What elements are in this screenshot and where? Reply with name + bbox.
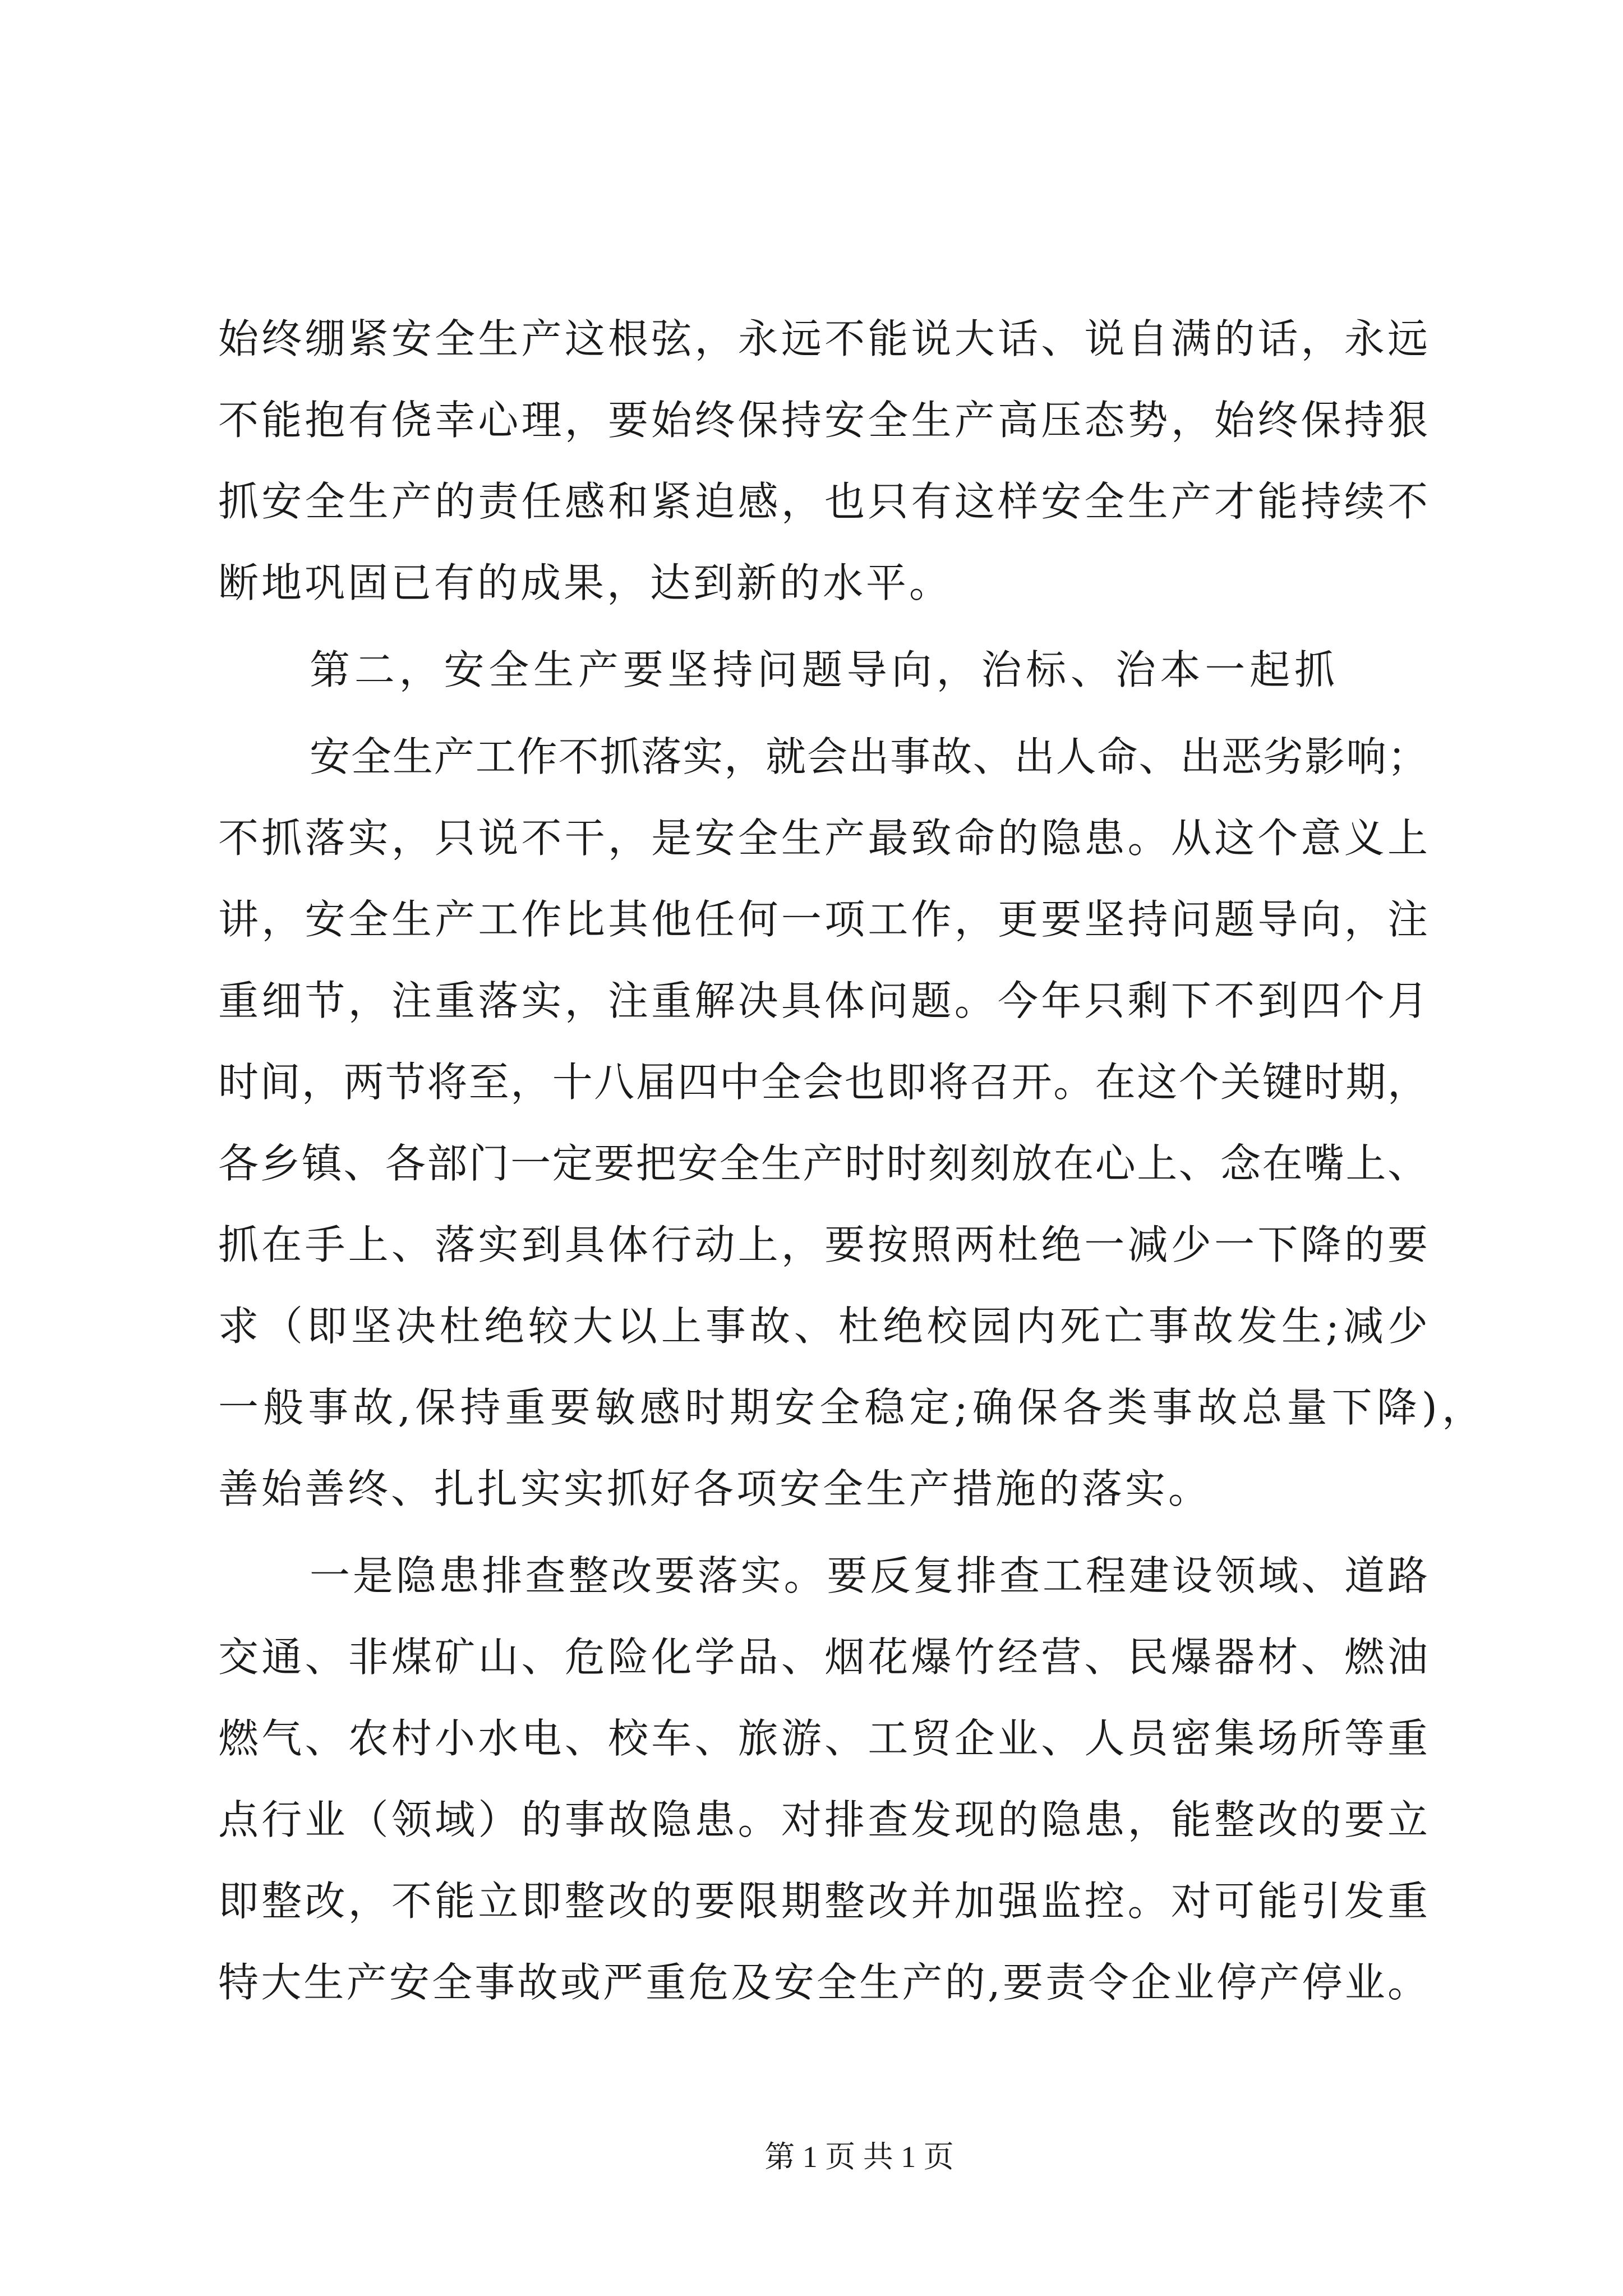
text-line: 点行业（领域）的事故隐患。对排查发现的隐患，能整改的要立 (218, 1796, 1428, 1843)
paragraph (218, 716, 1482, 1530)
text-line: 即整改，不能立即整改的要限期整改并加强监控。对可能引发重 (218, 1878, 1428, 1925)
page-footer (635, 2137, 1083, 2177)
text-line: 始终绷紧安全生产这根弦，永远不能说大话、说自满的话，永远 (218, 315, 1428, 362)
text-line: 抓安全生产的责任感和紧迫感，也只有这样安全生产才能持续不 (218, 478, 1428, 525)
text-line: 不能抱有侥幸心理，要始终保持安全生产高压态势，始终保持狠 (218, 397, 1428, 444)
section-heading-paragraph (218, 629, 1428, 711)
paragraph (218, 298, 1428, 624)
document-body (218, 298, 1482, 2023)
text-line: 一般事故,保持重要敏感时期安全稳定;确保各类事故总量下降)， (218, 1384, 1482, 1431)
text-line: 重细节，注重落实，注重解决具体问题。今年只剩下不到四个月 (218, 977, 1428, 1024)
text-line: 交通、非煤矿山、危险化学品、烟花爆竹经营、民爆器材、燃油 (218, 1634, 1428, 1681)
text-line: 时间，两节将至，十八届四中全会也即将召开。在这个关键时期， (218, 1059, 1428, 1106)
text-line: 抓在手上、落实到具体行动上，要按照两杜绝一减少一下降的要 (218, 1221, 1428, 1268)
text-line: 讲，安全生产工作比其他任何一项工作，更要坚持问题导向，注 (218, 896, 1428, 943)
text-line: 求（即坚决杜绝较大以上事故、杜绝校园内死亡事故发生;减少 (218, 1303, 1428, 1350)
text-line: 特大生产安全事故或严重危及安全生产的,要责令企业停产停业。 (218, 1959, 1428, 2006)
section-heading: 第二，安全生产要坚持问题导向，治标、治本一起抓 (310, 646, 1335, 693)
paragraph (218, 1535, 1428, 2023)
text-line: 各乡镇、各部门一定要把安全生产时时刻刻放在心上、念在嘴上、 (218, 1140, 1428, 1187)
page-number: 第 1 页 共 1 页 (764, 2140, 954, 2174)
text-line: 燃气、农村小水电、校车、旅游、工贸企业、人员密集场所等重 (218, 1715, 1428, 1762)
text-line: 安全生产工作不抓落实，就会出事故、出人命、出恶劣影响； (310, 733, 1428, 780)
text-line: 不抓落实，只说不干，是安全生产最致命的隐患。从这个意义上 (218, 815, 1428, 862)
text-line: 善始善终、扎扎实实抓好各项安全生产措施的落实。 (218, 1465, 1212, 1512)
text-line: 断地巩固已有的成果，达到新的水平。 (218, 559, 953, 606)
text-line: 一是隐患排查整改要落实。要反复排查工程建设领域、道路 (310, 1552, 1428, 1599)
